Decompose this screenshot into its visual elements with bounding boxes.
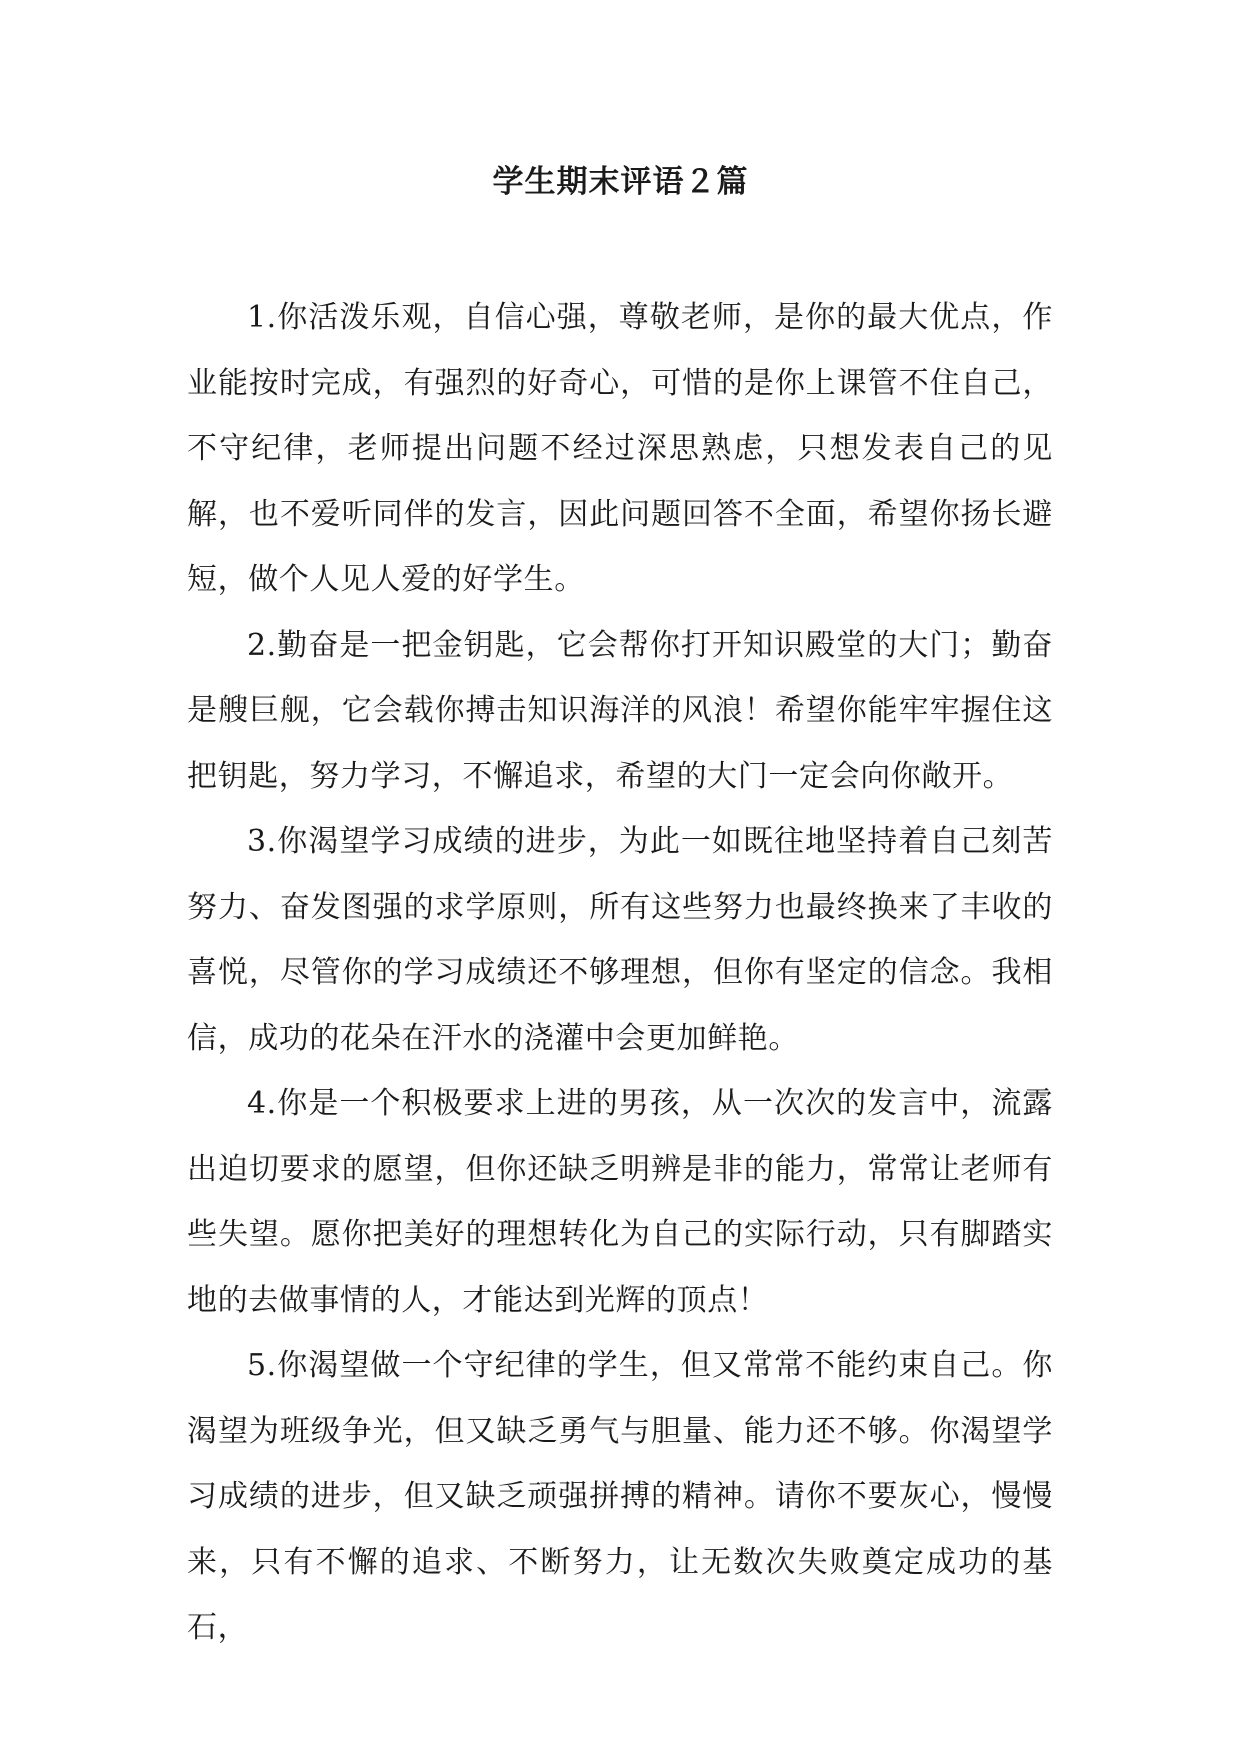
comment-paragraph-1: 1.你活泼乐观，自信心强，尊敬老师，是你的最大优点，作业能按时完成，有强烈的好奇心，可惜的是你上课管不住自己，不守纪律，老师提出问题不经过深思熟虑，只想发表自己的见解，也不爱听同伴的发言，因此问题回答不全面，希望你扬长避短，做个人见人爱的好学生。 <box>187 300 1053 597</box>
comment-paragraph-3: 3.你渴望学习成绩的进步，为此一如既往地坚持着自己刻苦努力、奋发图强的求学原则，所有这些努力也最终换来了丰收的喜悦，尽管你的学习成绩还不够理想，但你有坚定的信念。我相信，成功的花朵在汗水的浇灌中会更加鲜艳。 <box>187 824 1053 1056</box>
document-body <box>187 285 1053 1661</box>
comment-paragraph-5: 5.你渴望做一个守纪律的学生，但又常常不能约束自己。你渴望为班级争光，但又缺乏勇气与胆量、能力还不够。你渴望学习成绩的进步，但又缺乏顽强拼搏的精神。请你不要灰心，慢慢来，只有不懈的追求、不断努力，让无数次失败奠定成功的基石， <box>187 1348 1053 1645</box>
comment-paragraph-2: 2.勤奋是一把金钥匙，它会帮你打开知识殿堂的大门；勤奋是艘巨舰，它会载你搏击知识海洋的风浪！希望你能牢牢握住这把钥匙，努力学习，不懈追求，希望的大门一定会向你敞开。 <box>187 627 1053 794</box>
document-title: 学生期末评语２篇 <box>492 164 749 200</box>
comment-paragraph-4: 4.你是一个积极要求上进的男孩，从一次次的发言中，流露出迫切要求的愿望，但你还缺乏明辨是非的能力，常常让老师有些失望。愿你把美好的理想转化为自己的实际行动，只有脚踏实地的去做事情的人，才能达到光辉的顶点！ <box>187 1086 1053 1318</box>
